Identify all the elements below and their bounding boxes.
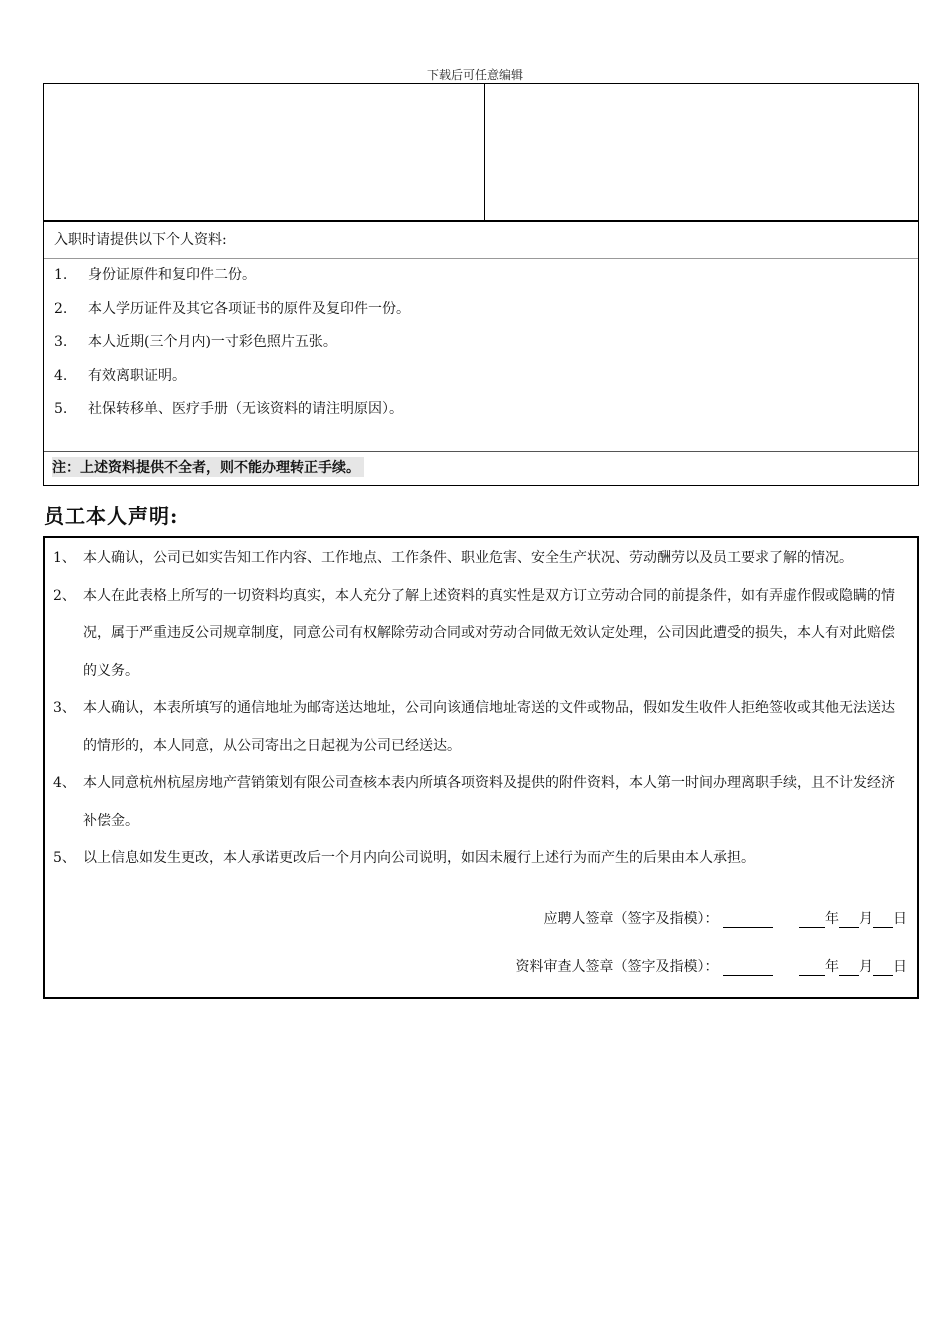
declaration-title: 员工本人声明: (44, 504, 179, 528)
signature-blank[interactable] (723, 961, 773, 976)
declaration-item: 4、 本人同意杭州杭屋房地产营销策划有限公司查核本表内所填各项资料及提供的附件资料，本人第一时间办理离职手续，且不计发经济补偿金。 (53, 775, 895, 829)
signature-blank[interactable] (723, 913, 773, 928)
requirement-item: 2. 本人学历证件及其它各项证书的原件及复印件一份。 (54, 300, 410, 317)
month-blank[interactable] (839, 961, 859, 976)
declaration-item: 5、 以上信息如发生更改，本人承诺更改后一个月内向公司说明，如因未履行上述行为而产生的后果由本人承担。 (53, 850, 755, 866)
applicant-signature-line: 应聘人签章（签字及指模）： 年 月 日 (543, 911, 907, 927)
blank-table-row (44, 84, 918, 222)
note-row (44, 451, 918, 485)
requirements-note: 注：上述资料提供不全者，则不能办理转正手续。 (52, 457, 364, 477)
declaration-item: 3、 本人确认，本表所填写的通信地址为邮寄送达地址，公司向该通信地址寄送的文件或物品，假如发生收件人拒绝签收或其他无法送达的情形的，本人同意，从公司寄出之日起视为公司已经送达。 (53, 700, 895, 754)
requirement-item: 3. 本人近期(三个月内)一寸彩色照片五张。 (54, 334, 337, 350)
declaration-box (43, 536, 919, 999)
declaration-item: 2、 本人在此表格上所写的一切资料均真实，本人充分了解上述资料的真实性是双方订立劳动合同的前提条件，如有弄虚作假或隐瞒的情况，属于严重违反公司规章制度，同意公司有权解除劳动合同或对劳动合同做无效认定处理，公司因此遭受的损失，本人有对此赔偿的义务。 (53, 587, 895, 679)
month-blank[interactable] (839, 913, 859, 928)
declaration-item: 1、 本人确认，公司已如实告知工作内容、工作地点、工作条件、职业危害、安全生产状况、劳动酬劳以及员工要求了解的情况。 (53, 550, 853, 566)
reviewer-signature-label: 资料审查人签章（签字及指模）： (515, 959, 719, 975)
requirements-table (43, 83, 919, 486)
requirements-title: 入职时请提供以下个人资料: (54, 232, 227, 248)
row-divider (44, 258, 918, 259)
column-divider (484, 84, 485, 220)
header-note: 下载后可任意编辑 (426, 68, 523, 82)
requirement-item: 5. 社保转移单、医疗手册（无该资料的请注明原因）。 (54, 401, 403, 417)
requirement-item: 1. 身份证原件和复印件二份。 (54, 267, 256, 283)
applicant-signature-label: 应聘人签章（签字及指模）： (543, 911, 719, 927)
requirements-list (54, 262, 410, 430)
declaration-list (53, 540, 905, 878)
day-blank[interactable] (873, 961, 893, 976)
reviewer-signature-line: 资料审查人签章（签字及指模）： 年 月 日 (515, 959, 907, 975)
day-blank[interactable] (873, 913, 893, 928)
requirement-item: 4. 有效离职证明。 (54, 367, 186, 384)
year-blank[interactable] (799, 961, 825, 976)
year-blank[interactable] (799, 913, 825, 928)
